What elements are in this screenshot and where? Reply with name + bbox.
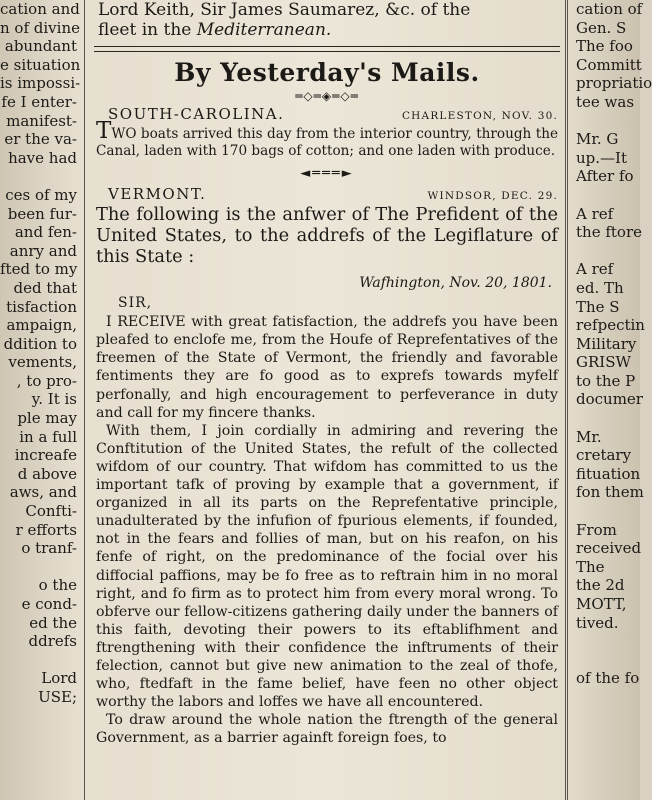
right_column-line [576, 112, 640, 131]
left_column-line: e situation [0, 55, 81, 74]
left_column-line: fe I enter- [1, 92, 77, 111]
left_column-line: d above [17, 464, 77, 483]
left_column-line: o tranf- [21, 539, 77, 558]
right_column-line [576, 409, 640, 428]
left_column-line: is impossi- [0, 74, 81, 93]
right_column-line: tee was [576, 92, 635, 111]
left_column-line: ddition to [3, 334, 77, 353]
main-column [88, 0, 566, 800]
right_column-line: cretary [576, 446, 632, 465]
sc-dropcap: T [96, 118, 112, 144]
left_column-line: increafe [14, 446, 77, 465]
column-rule-right [567, 0, 568, 800]
left_column-line: fted to my [0, 260, 78, 279]
right_column-line: of the fo [576, 669, 640, 688]
left_column-line: in a full [19, 427, 77, 446]
vt-lead-paragraph: The following is the anfwer of The Prefident of the United States, to the addrefs of the Legiflature of this State : [96, 204, 558, 267]
sc-place-date: CHARLESTON, NOV. 30. [401, 110, 558, 122]
right_column-line: After fo [576, 167, 634, 186]
left_column-line: vements, [8, 353, 77, 372]
letter-place-date: Wafhington, Nov. 20, 1801. [359, 275, 552, 292]
sc-article-text: TWO boats arrived this day from the interior country, through the Canal, laden with 170 bags of cotton; and one laden with produce. [96, 118, 558, 160]
section-double-rule [94, 46, 560, 52]
left_column-line: Lord [41, 669, 77, 688]
letter-paragraph-2: With them, I join cordially in admiring and revering the Conftitution of the United States, the refult of the collected wifdom of our country. That wifdom has committed to us the important tafk of proving by example that a government, if organized in all its parts on the Reprefentative principle, unadulterated by the infufion of fpurious elements, if founded, not in the fears and follies of man, but on his reafon, on his fenfe of right, on the predominance of the focial over his diffocial paffions, may be fo free as to reftrain him in no moral right, and fo firm as to protect him from every moral wrong. To obferve our fellow-citizens gathering daily under the banners of this faith, devoting their powers to its eftablifhment and ftrengthening with their confidence the inftruments of their felection, cannot but give new animation to the zeal of thofe, who, ftedfaft in the fame belief, have feen no other object worthy the labors and loffes we have all encountered. [96, 422, 558, 711]
right_column-line: Committ [576, 55, 642, 74]
left_column-line: Confti- [25, 502, 77, 521]
sc-dateline [108, 105, 558, 123]
right_column-line: Gen. S [576, 18, 627, 37]
right_column-line: The [576, 557, 605, 576]
left_column-line: ddrefs [28, 632, 77, 651]
right_column-line: cation of [576, 0, 643, 18]
letter-paragraph-1: I RECEIVE with great fatisfaction, the addrefs you have been pleafed to enclofe me, from the Houfe of Reprefentatives of the freemen of the State of Vermont, the friendly and favorable fentiments they are fo good as to exprefs towards myfelf perfonally, and high encouragement to perfeverance in duty and call for my fincere thanks. [96, 314, 558, 421]
vt-place-date: WINDSOR, DEC. 29. [427, 190, 558, 203]
left_column-line: ampaign, [6, 316, 77, 335]
left-column-lines [0, 0, 80, 707]
left_column-line: tisfaction [6, 297, 77, 316]
left_column-line: o the [38, 576, 77, 595]
right_column-line: Mr. [576, 427, 602, 446]
right_column-line: documer [576, 390, 643, 409]
left_column-line: ces of my [5, 185, 77, 204]
right_column-line: Military [576, 334, 637, 353]
right_column-line: GRISW [576, 353, 631, 372]
left_column-line: manifest- [6, 111, 77, 130]
right_column-line: fituation [576, 464, 641, 483]
vt-state-heading: VERMONT. [108, 185, 207, 204]
right_column-line: Mr. G [576, 130, 619, 149]
left_column-line: r efforts [15, 520, 77, 539]
right_column-line [576, 186, 640, 205]
top-continuation-line1: Lord Keith, Sir James Saumarez, &c. of the [98, 0, 471, 20]
left_column-line: ed the [29, 613, 77, 632]
left_column-line: , to pro- [16, 371, 77, 390]
right_column-line [576, 502, 640, 521]
right_column-line [576, 651, 640, 670]
right_column-line [576, 242, 640, 261]
right_column-line: fon them [576, 483, 644, 502]
left_column-line: abundant [4, 37, 77, 56]
left_column-line [0, 651, 77, 670]
section-masthead: By Yesterday's Mails. [174, 58, 480, 87]
right_column-line: received [576, 539, 642, 558]
left_column-line [0, 558, 77, 577]
top-continuation-line2: fleet in the Mediterranean. [98, 20, 332, 40]
vt-dateline [108, 185, 558, 203]
left_column-line: n of divine [0, 18, 80, 37]
right_column-line: ed. Th [576, 278, 624, 297]
left_column-line: y. It is [31, 390, 77, 409]
left_column-line: ded that [13, 278, 77, 297]
right_column-line [576, 632, 640, 651]
right_column-line: refpectin [576, 316, 645, 335]
letter-paragraph-3: To draw around the whole nation the ftrength of the general Government, as a barrier againft foreign foes, to [96, 712, 558, 747]
left_column-line: er the va- [4, 130, 77, 149]
left_column-line: USE; [38, 687, 77, 706]
left_column-line: aws, and [9, 483, 77, 502]
right_column-line: A ref [576, 260, 614, 279]
left_column-line: have had [8, 148, 77, 167]
left_column-line: been fur- [7, 204, 77, 223]
section-ornament: ◄═══► [300, 166, 354, 182]
right_column-line: From [576, 520, 617, 539]
right_column-line: MOTT, [576, 595, 627, 613]
right_column-line: A ref [576, 204, 614, 223]
right_column-line: up.—It [576, 148, 627, 167]
right_column-line: The foo [576, 37, 633, 56]
left_column-line: anry and [9, 241, 77, 260]
column-rule-left [84, 0, 85, 800]
left_column-line: and fen- [14, 223, 77, 242]
left_column-line [0, 167, 77, 186]
right_column-line: to the P [576, 371, 636, 390]
left-column-fragment [0, 0, 80, 800]
right-column-fragment [572, 0, 652, 800]
right_column-line: tived. [576, 613, 619, 632]
right_column-line: The S [576, 297, 620, 316]
right_column-line: propriatio [576, 74, 652, 93]
right_column-line: the 2d [576, 576, 625, 595]
masthead-flourish: ═◇═◈═◇═ [295, 89, 359, 103]
left_column-line: cation and [0, 0, 80, 18]
right-column-lines [572, 0, 652, 688]
letter-salutation: SIR, [118, 295, 153, 312]
left_column-line: ple may [17, 409, 77, 428]
left_column-line: e cond- [21, 595, 77, 613]
sc-state-heading: SOUTH-CAROLINA. [108, 105, 285, 123]
right_column-line: the ftore [576, 223, 642, 242]
